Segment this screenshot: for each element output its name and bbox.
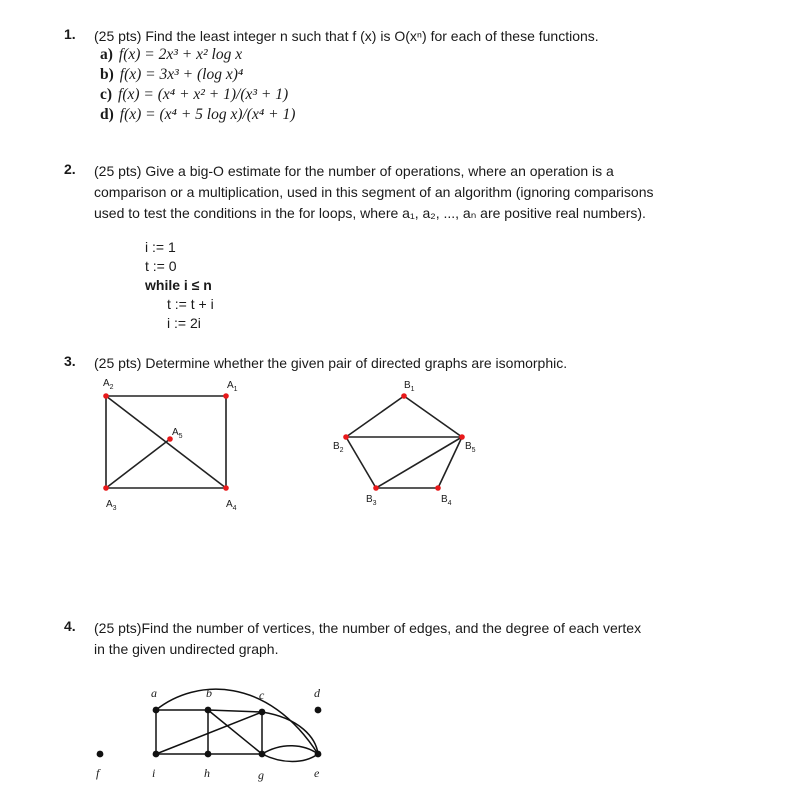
vertex-a4 — [223, 485, 229, 491]
label-b2: $B_2$ — [333, 441, 344, 454]
vertex-g — [259, 751, 266, 758]
algo-line-1: i := 1 — [145, 239, 176, 255]
label-c: c — [259, 688, 265, 702]
edge-c-e — [262, 712, 318, 754]
edge-g-e-2 — [262, 754, 318, 762]
q2-line-2: comparison or a multiplication, used in this segment of an algorithm (ignoring comparisons — [94, 184, 654, 200]
label-b1: $B_1$ — [404, 380, 415, 393]
label-f: f — [96, 766, 100, 780]
vertex-f — [97, 751, 104, 758]
q1-item-a-label: a) — [100, 46, 113, 63]
q2-number: 2. — [64, 161, 76, 177]
q1-item-c-expr: f(x) = (x⁴ + x² + 1)/(x³ + 1) — [118, 86, 289, 103]
label-h: h — [204, 766, 210, 780]
q1-prompt: (25 pts) Find the least integer n such that f (x) is O(xⁿ) for each of these functions. — [94, 28, 599, 44]
edge-b1-b2 — [346, 396, 404, 437]
q2-line-3: used to test the conditions in the for loops, where a₁, a₂, ..., aₙ are positive real numbers). — [94, 205, 646, 221]
q1-item-c-label: c) — [100, 86, 113, 103]
vertex-b — [205, 707, 212, 714]
q1-item-a-expr: f(x) = 2x³ + x² log x — [118, 46, 243, 63]
q3-prompt: (25 pts) Determine whether the given pair of directed graphs are isomorphic. — [94, 355, 568, 371]
vertex-a3 — [103, 485, 109, 491]
label-b4: $B_4$ — [441, 494, 452, 507]
q1-item-d-label: d) — [100, 106, 114, 123]
label-a3: $A_3$ — [106, 499, 117, 512]
label-b: b — [206, 686, 212, 700]
algo-line-4: t := t + i — [167, 296, 214, 312]
label-i: i — [152, 766, 156, 780]
label-a2: $A_2$ — [103, 378, 114, 391]
q1-item-b-label: b) — [100, 66, 114, 83]
label-a1: $A_1$ — [227, 380, 238, 393]
label-b5: $B_5$ — [465, 441, 476, 454]
vertex-e — [315, 751, 322, 758]
vertex-a1 — [223, 393, 229, 399]
label-g: g — [258, 768, 264, 782]
vertex-b1 — [401, 393, 407, 399]
edge-b-c — [208, 710, 262, 712]
label-d: d — [314, 686, 320, 700]
edge-b2-b3 — [346, 437, 376, 488]
label-a4: $A_4$ — [226, 499, 237, 512]
vertex-i — [153, 751, 160, 758]
edge-g-e-1 — [262, 746, 318, 754]
algo-line-3: while i ≤ n — [145, 277, 212, 293]
q4-number: 4. — [64, 618, 76, 634]
vertex-a2 — [103, 393, 109, 399]
q4-line-1: (25 pts)Find the number of vertices, the number of edges, and the degree of each vertex — [94, 620, 642, 636]
q2-line-1: (25 pts) Give a big-O estimate for the number of operations, where an operation is a — [94, 163, 614, 179]
label-b3: $B_3$ — [366, 494, 377, 507]
edge-b1-b5 — [404, 396, 462, 437]
q1-item-d-expr: f(x) = (x⁴ + 5 log x)/(x⁴ + 1) — [119, 106, 296, 123]
q4-line-2: in the given undirected graph. — [94, 641, 279, 657]
graph-q4-edges — [156, 689, 318, 761]
vertex-b4 — [435, 485, 441, 491]
vertex-b2 — [343, 434, 349, 440]
q1-item-b-expr: f(x) = 3x³ + (log x)⁴ — [119, 66, 244, 83]
label-a: a — [151, 686, 157, 700]
vertex-b3 — [373, 485, 379, 491]
vertex-h — [205, 751, 212, 758]
vertex-b5 — [459, 434, 465, 440]
label-e: e — [314, 766, 320, 780]
algo-line-2: t := 0 — [145, 258, 177, 274]
vertex-c — [259, 709, 266, 716]
vertex-d — [315, 707, 322, 714]
edge-i-g — [156, 712, 262, 754]
vertex-a — [153, 707, 160, 714]
q3-number: 3. — [64, 353, 76, 369]
label-a5: $A_5$ — [172, 427, 183, 440]
edge-b3-b5 — [376, 437, 462, 488]
edge-b-g — [208, 710, 262, 754]
edge-a3-a5 — [106, 439, 170, 488]
algo-line-5: i := 2i — [167, 315, 201, 331]
q1-number: 1. — [64, 26, 76, 42]
